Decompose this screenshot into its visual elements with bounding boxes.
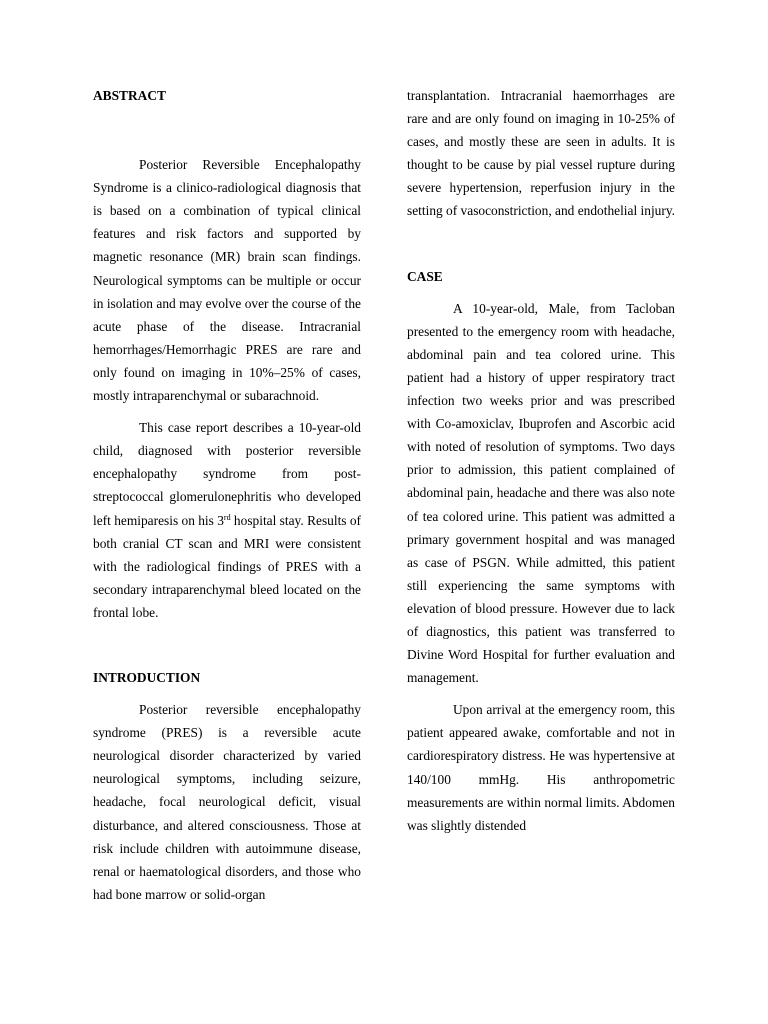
right-column: [407, 84, 675, 837]
case-paragraph-1: A 10-year-old, Male, from Tacloban presented to the emergency room with headache, abdominal pain and tea colored urine. This patient had a history of upper respiratory tract infection two weeks prior and was prescribed with Co-amoxiclav, Ibuprofen and Ascorbic acid with noted of resolution of symptoms. Two days prior to admission, this patient complained of abdominal pain, headache and there was also note of tea colored urine. This patient was admitted a primary government hospital and was managed as case of PSGN. While admitted, this patient still experiencing the same symptoms with elevation of blood pressure. However due to lack of diagnostics, this patient was transferred to Divine Word Hospital for further evaluation and management.: [407, 300, 675, 686]
introduction-paragraph-continued: transplantation. Intracranial haemorrhages are rare and are only found on imaging in 10-25% of cases, and mostly these are seen in adults. It is thought to be cause by pial vessel rupture during severe hypertension, reperfusion injury in the setting of vasoconstriction, and endothelial injury.: [407, 88, 676, 219]
ordinal-suffix: rd: [223, 512, 231, 522]
abstract-paragraph-2-text-a: This case report describes a 10-year-old child, diagnosed with posterior reversible encephalopathy syndrome from post-streptococcal glomerulonephritis who developed left hemiparesis on his 3: [93, 420, 361, 528]
introduction-heading: INTRODUCTION: [93, 669, 201, 685]
abstract-paragraph-1: Posterior Reversible Encephalopathy Syndrome is a clinico-radiological diagnosis that is based on a combination of typical clinical features and risk factors and supported by magnetic resonance (MR) brain scan findings. Neurological symptoms can be multiple or occur in isolation and may evolve over the course of the acute phase of the disease. Intracranial hemorrhages/Hemorrhagic PRES are rare and only found on imaging in 10%–25% of cases, mostly intraparenchymal or subarachnoid.: [93, 157, 361, 404]
introduction-paragraph-1: Posterior reversible encephalopathy syndrome (PRES) is a reversible acute neurological disorder characterized by varied neurological symptoms, including seizure, headache, focal neurological deficit, visual disturbance, and altered consciousness. Those at risk include children with autoimmune disease, renal or haematological disorders, and those who had bone marrow or solid-organ: [93, 702, 361, 902]
case-heading: CASE: [407, 268, 443, 284]
abstract-paragraph-2-text-b: hospital stay. Results of both cranial CT scan and MRI were consistent with the radiological findings of PRES with a secondary intraparenchymal bleed located on the frontal lobe.: [93, 512, 362, 620]
abstract-paragraph-2: [93, 416, 361, 624]
abstract-heading: ABSTRACT: [93, 88, 166, 103]
left-column: [93, 84, 361, 906]
case-paragraph-2: Upon arrival at the emergency room, this patient appeared awake, comfortable and not in cardiorespiratory distress. He was hypertensive at 140/100 mmHg. His anthropometric measurements are within normal limits. Abdomen was slightly distended: [407, 702, 675, 833]
